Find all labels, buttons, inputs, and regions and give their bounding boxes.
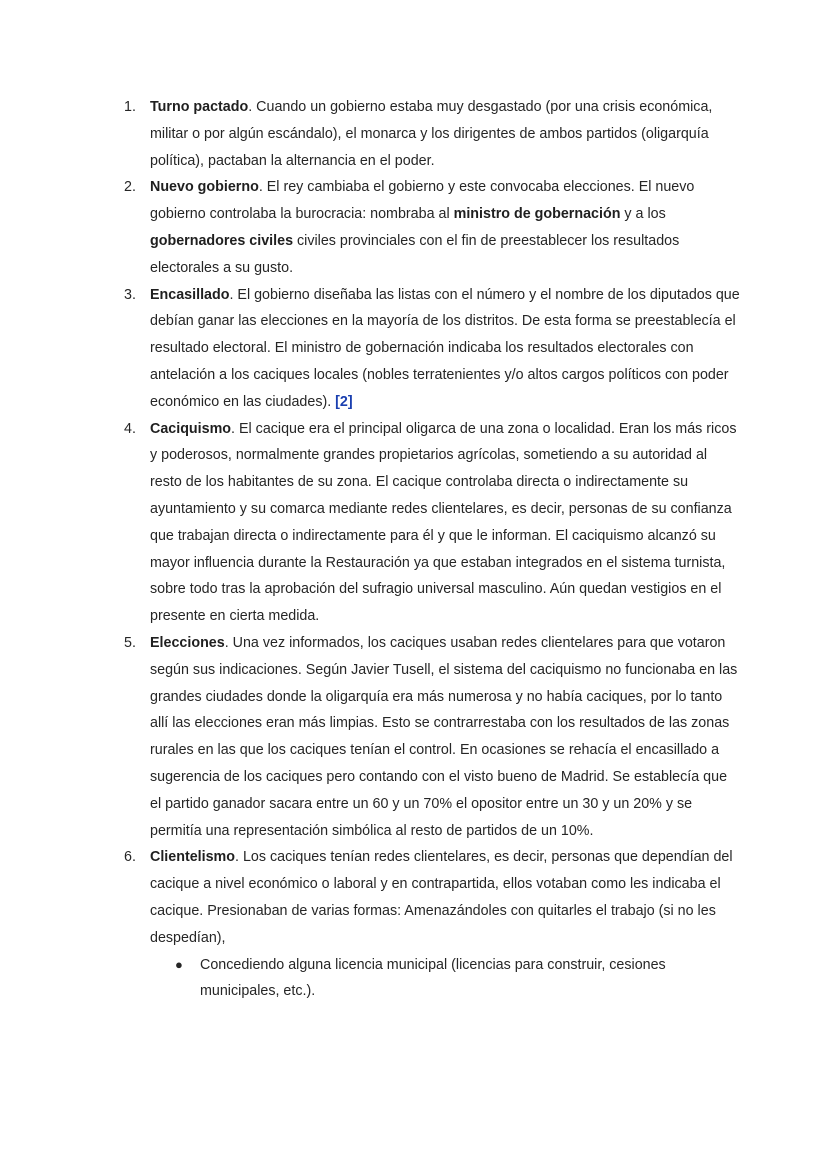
item-text: y a los <box>620 206 666 223</box>
bullet-item <box>175 952 690 1006</box>
list-number: 1. <box>124 99 136 115</box>
item-text: . El rey cambiaba el gobierno y este convocaba elecciones. El nuevo gobierno controlaba la burocracia: nombraba al <box>150 179 695 223</box>
list-item-turno-pactado <box>124 94 740 174</box>
list-item-clientelismo <box>124 844 740 1005</box>
item-title: Encasillado <box>150 286 230 303</box>
item-title: Elecciones <box>150 634 225 651</box>
item-text: . El gobierno diseñaba las listas con el número y el nombre de los diputados que debían ganar las elecciones en la mayoría de los distritos. De esta forma se preestablecía el resultado electoral. El ministro de gobernación indicaba los resultados electorales con antelación a los caciques locales (nobles terratenientes y/o altos cargos políticos con poder económico en las ciudades). <box>150 286 740 410</box>
item-text: . Los caciques tenían redes clientelares, es decir, personas que dependían del cacique a nivel económico o laboral y en contrapartida, ellos votaban como les indicaba el cacique. Presionaban de varias formas: Amenazándoles con quitarles el trabajo (si no les despedían), <box>150 849 733 946</box>
item-text: . Cuando un gobierno estaba muy desgastado (por una crisis económica, militar o por algún escándalo), el monarca y los dirigentes de ambos partidos (oligarquía política), pactaban la alternancia en el poder. <box>150 99 713 169</box>
item-title: Clientelismo <box>150 849 236 866</box>
list-item-nuevo-gobierno <box>124 174 740 281</box>
list-number: 4. <box>124 420 136 437</box>
item-text: . El cacique era el principal oligarca de una zona o localidad. Eran los más ricos y poderosos, normalmente grandes propietarios agrícolas, sometiendo a su autoridad al resto de los habitantes de su zona. El cacique controlaba directa o indirectamente su ayuntamiento y su comarca mediante redes clientelares, es decir, personas de su confianza que trabajan directa o indirectamente para él y que le informan. El caciquismo alcanzó su mayor influencia durante la Restauración ya que estaban integrados en el sistema turnista, sobre todo tras la aprobación del sufragio universal masculino. Aún quedan vestigios en el presente en cierta medida. <box>150 420 737 625</box>
bullet-icon: ● <box>175 956 183 972</box>
list-number: 3. <box>124 286 136 303</box>
item-text: civiles provinciales con el fin de preestablecer los resultados electorales a su gusto. <box>150 232 680 276</box>
bullet-text: Concediendo alguna licencia municipal (licencias para construir, cesiones municipales, etc.). <box>200 956 666 1000</box>
item-title: Nuevo gobierno <box>150 179 259 196</box>
bold-term-ministro: ministro de gobernación <box>453 206 621 223</box>
list-number: 6. <box>124 849 136 866</box>
list-number: 5. <box>124 634 136 651</box>
bullet-list <box>175 952 690 1006</box>
item-text: . Una vez informados, los caciques usaban redes clientelares para que votaron según sus indicaciones. Según Javier Tusell, el sistema del caciquismo no funcionaba en las grandes ciudades donde la oligarquía era más numerosa y no había caciques, por lo tanto allí las elecciones eran más limpias. Esto se contrarrestaba con los resultados de las zonas rurales en las que los caciques tenían el control. En ocasiones se rehacía el encasillado a sugerencia de los caciques pero contando con el visto bueno de Madrid. Se establecía que el partido ganador sacara entre un 60 y un 70% el opositor entre un 30 y un 20% y se permitía una representación simbólica al resto de partidos de un 10%. <box>150 634 738 839</box>
reference-link[interactable]: [2] <box>335 393 353 410</box>
list-item-encasillado <box>124 282 740 416</box>
list-item-caciquismo <box>124 416 740 630</box>
numbered-list <box>124 94 740 1005</box>
bold-term-gobernadores: gobernadores civiles <box>150 232 294 249</box>
list-item-elecciones <box>124 630 740 844</box>
item-title: Turno pactado <box>150 99 249 115</box>
item-title: Caciquismo <box>150 420 232 437</box>
list-number: 2. <box>124 179 136 196</box>
